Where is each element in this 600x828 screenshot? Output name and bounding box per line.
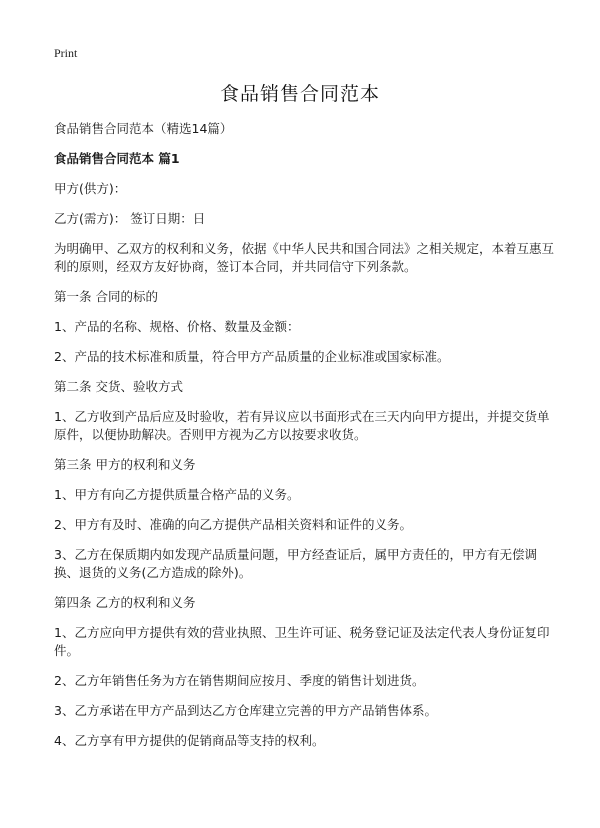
document-paragraph: 第二条 交货、验收方式 <box>54 379 183 394</box>
document-paragraph: 第一条 合同的标的 <box>54 289 158 304</box>
document-paragraph: 甲方(供方)： <box>54 181 127 196</box>
document-paragraph: 为明确甲、乙双方的权利和义务，依据《中华人民共和国合同法》之相关规定，本着互惠互利的原则，经双方友好协商，签订本合同，并共同信守下列条款。 <box>54 241 555 274</box>
document-paragraph: 食品销售合同范本（精选14篇） <box>54 121 233 136</box>
document-paragraph: 1、甲方有向乙方提供质量合格产品的义务。 <box>54 487 300 502</box>
document-paragraph: 3、乙方在保质期内如发现产品质量问题，甲方经查证后，属甲方责任的，甲方有无偿调换、退货的义务(乙方造成的除外)。 <box>54 547 537 580</box>
document-paragraph: 3、乙方承诺在甲方产品到达乙方仓库建立完善的甲方产品销售体系。 <box>54 703 437 718</box>
document-title: 食品销售合同范本 <box>219 83 380 105</box>
document-body <box>54 120 554 762</box>
document-paragraph: 4、乙方享有甲方提供的促销商品等支持的权利。 <box>54 733 325 748</box>
document-paragraph: 乙方(需方)： 签订日期：日 <box>54 211 206 226</box>
document-paragraph: 1、产品的名称、规格、价格、数量及金额： <box>54 319 300 334</box>
document-paragraph: 2、甲方有及时、准确的向乙方提供产品相关资料和证件的义务。 <box>54 517 412 532</box>
document-paragraph: 2、乙方年销售任务为方在销售期间应按月、季度的销售计划进货。 <box>54 673 425 688</box>
section-heading: 食品销售合同范本 篇1 <box>54 151 180 166</box>
document-paragraph: 第三条 甲方的权利和义务 <box>54 457 196 472</box>
print-label: Print <box>54 46 78 60</box>
document-paragraph: 2、产品的技术标准和质量，符合甲方产品质量的企业标准或国家标准。 <box>54 349 450 364</box>
document-paragraph: 第四条 乙方的权利和义务 <box>54 595 196 610</box>
document-paragraph: 1、乙方应向甲方提供有效的营业执照、卫生许可证、税务登记证及法定代表人身份证复印件。 <box>54 625 550 658</box>
document-paragraph: 1、乙方收到产品后应及时验收，若有异议应以书面形式在三天内向甲方提出，并提交货单原件，以便协助解决。否则甲方视为乙方以按要求收货。 <box>54 409 550 442</box>
